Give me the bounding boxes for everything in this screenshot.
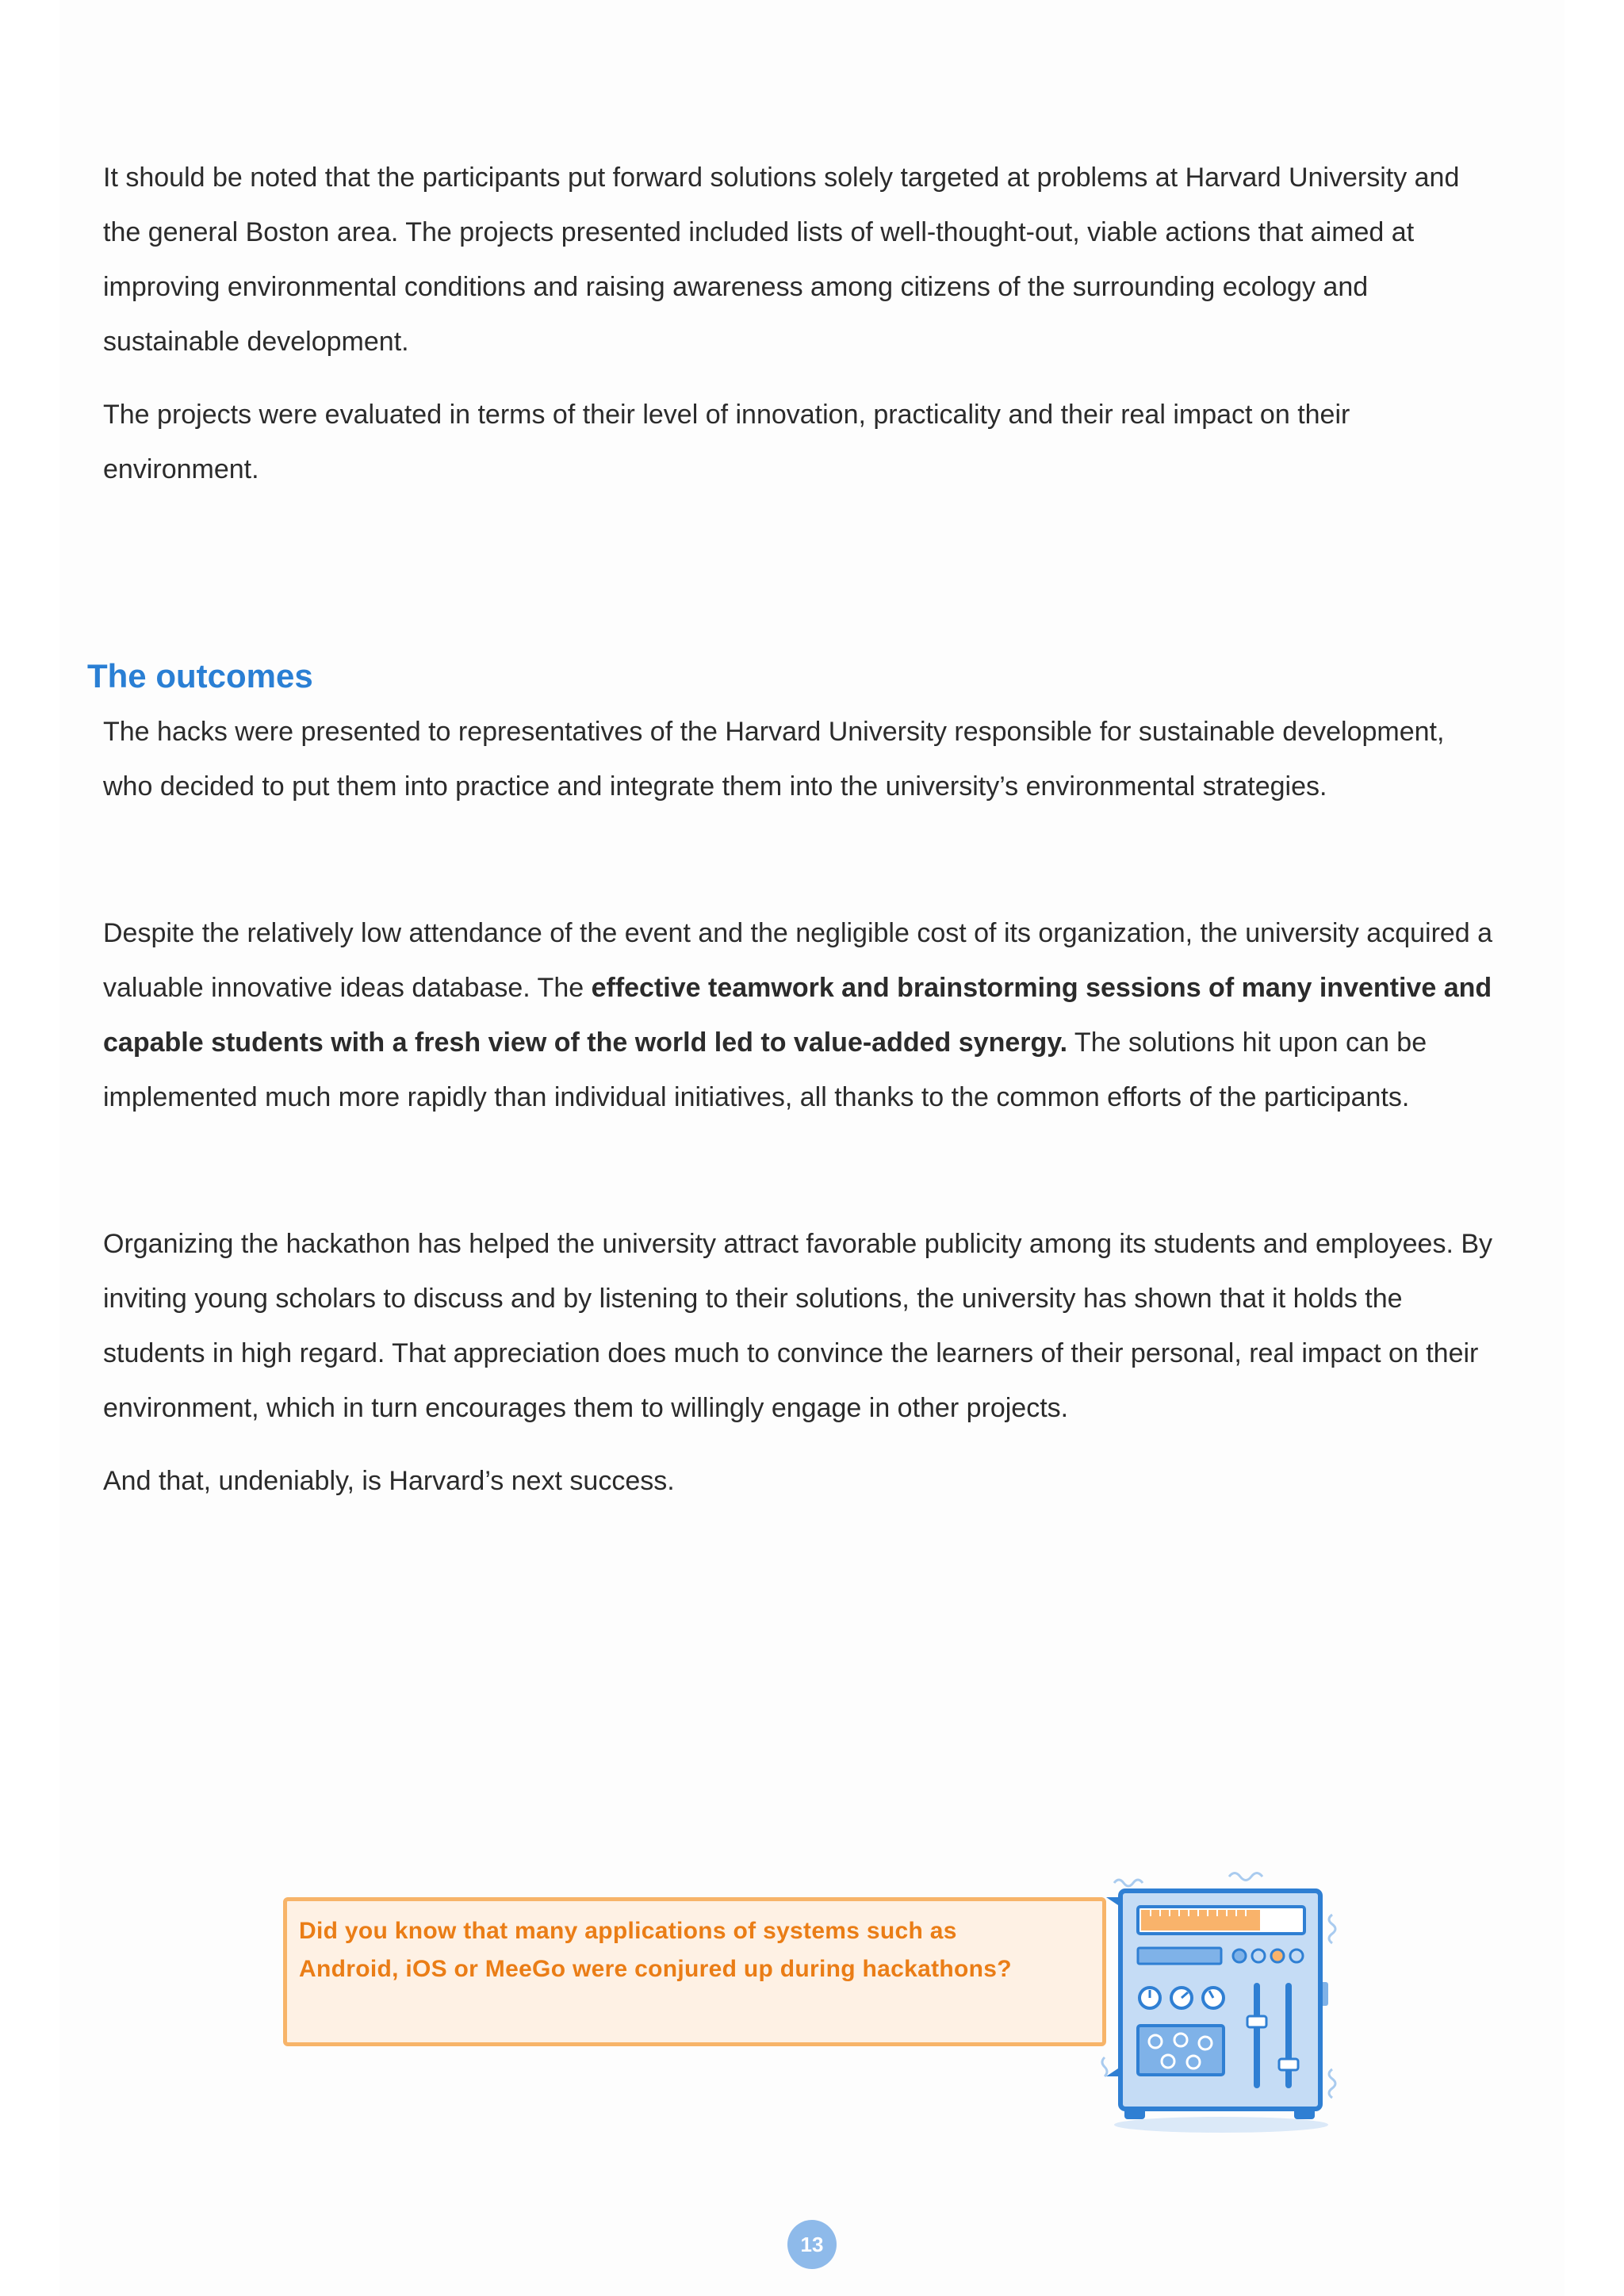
bold-emphasis: effective teamwork and brainstorming sessions of many inventive and capable students with a fresh view of the world led to value-added synergy.: [103, 973, 1492, 1058]
paragraph: Organizing the hackathon has helped the university attract favorable publicity among its students and employees. By inviting young scholars to discuss and by listening to their solutions, the university has shown that it holds the students in high regard. That appreciation does much to convince the learners of their personal, real impact on their environment, which in turn encourages them to willingly engage in other projects.: [103, 1229, 1493, 1423]
paragraph: And that, undeniably, is Harvard’s next success.: [103, 1466, 675, 1496]
intro-section: [103, 151, 1499, 497]
did-you-know-callout: [283, 1897, 1106, 2046]
page-number: 13: [787, 2220, 837, 2269]
paragraph: The hacks were presented to representatives of the Harvard University responsible for sustainable development, who decided to put them into practice and integrate them into the university’s environmental strategies.: [103, 717, 1445, 802]
paragraph-text: Despite the relatively low attendance of the event and the negligible cost of its organization, the university acquired a valuable innovative ideas database. The: [103, 918, 1493, 1003]
paragraph: It should be noted that the participants put forward solutions solely targeted at problems at Harvard University and the general Boston area. The projects presented included lists of well-thought-out, viable actions that aimed at improving environmental conditions and raising awareness among citizens of the surrounding ecology and sustainable development.: [103, 163, 1460, 357]
mixer-console-icon: [1098, 1859, 1352, 2137]
section-heading: The outcomes: [87, 657, 313, 695]
paragraph: The projects were evaluated in terms of their level of innovation, practicality and their real impact on their environment.: [103, 400, 1350, 484]
paragraph-text: The solutions hit upon can be implemented much more rapidly than individual initiatives, all thanks to the common efforts of the participants.: [103, 1027, 1427, 1112]
callout-text: Did you know that many applications of systems such as Android, iOS or MeeGo were conjured up during hackathons?: [299, 1918, 1012, 1982]
outcomes-section: [103, 705, 1499, 1509]
paragraph: [103, 906, 1499, 1125]
